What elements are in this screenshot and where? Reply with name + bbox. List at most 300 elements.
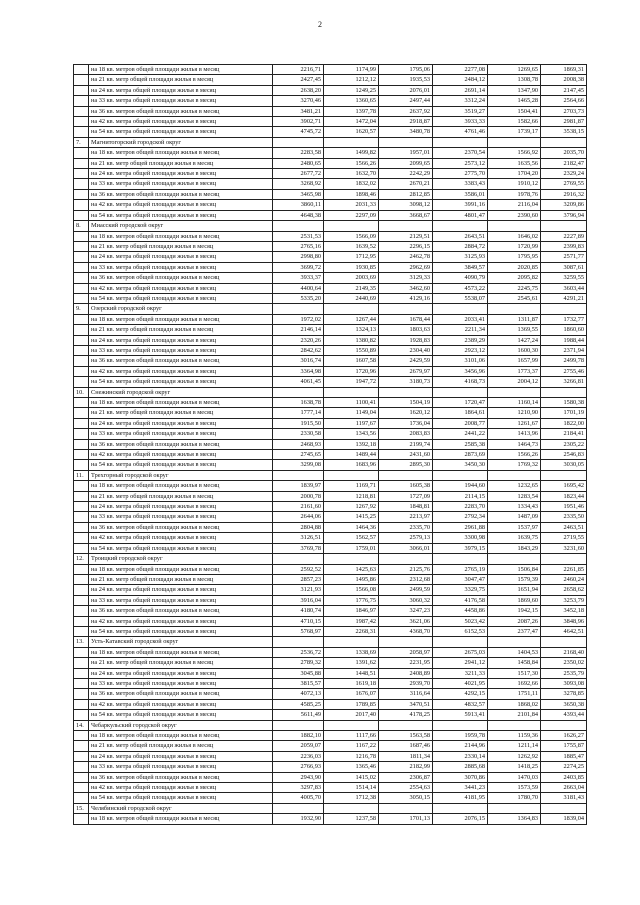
value-cell: 2277,08 [433,65,488,75]
table-row [74,262,587,272]
value-cell: 2873,69 [433,450,488,460]
value-cell: 3125,93 [433,252,488,262]
empty-cell [488,387,541,397]
value-cell: 1566,26 [488,450,541,460]
value-cell: 1712,38 [324,793,379,803]
value-cell: 5335,20 [273,293,324,303]
empty-cell [541,387,587,397]
value-cell: 1380,82 [324,335,379,345]
empty-cell [433,803,488,813]
value-cell: 2499,78 [541,356,587,366]
value-cell: 2884,72 [433,241,488,251]
table-row [74,460,587,470]
table-row [74,710,587,720]
row-label: на 21 кв. метр общей площади жилья в месяц [89,658,273,668]
value-cell: 3933,33 [433,117,488,127]
value-cell: 2377,47 [488,626,541,636]
value-cell: 1646,02 [488,231,541,241]
value-cell: 3329,75 [433,585,488,595]
value-cell: 4181,95 [433,793,488,803]
value-cell: 3650,38 [541,699,587,709]
value-cell: 3101,06 [433,356,488,366]
value-cell: 2766,93 [273,762,324,772]
row-label: на 36 кв. метров общей площади жилья в месяц [89,689,273,699]
table-row [74,606,587,616]
value-cell: 1868,02 [488,699,541,709]
value-cell: 2463,51 [541,522,587,532]
value-cell: 2719,55 [541,533,587,543]
empty-cell [488,637,541,647]
value-cell: 3129,33 [379,273,433,283]
row-number-cell [74,231,89,241]
value-cell: 2961,88 [433,522,488,532]
value-cell: 2564,66 [541,96,587,106]
row-number-cell [74,314,89,324]
table-row [74,491,587,501]
empty-cell [379,470,433,480]
value-cell: 1639,75 [488,533,541,543]
value-cell: 3769,78 [273,543,324,553]
value-cell: 3278,85 [541,689,587,699]
value-cell: 3456,96 [433,366,488,376]
row-number-cell [74,429,89,439]
value-cell: 3270,46 [273,96,324,106]
value-cell: 1987,42 [324,616,379,626]
row-number-cell [74,179,89,189]
empty-cell [433,720,488,730]
row-number-cell [74,96,89,106]
value-cell: 2330,14 [433,751,488,761]
empty-cell [541,304,587,314]
value-cell: 2842,62 [273,345,324,355]
value-cell: 1795,95 [488,252,541,262]
value-cell: 2083,83 [379,429,433,439]
value-cell: 2008,77 [433,418,488,428]
row-label: на 33 кв. метра общей площади жилья в месяц [89,678,273,688]
table-row [74,418,587,428]
value-cell: 1898,46 [324,189,379,199]
row-label: на 18 кв. метров общей площади жилья в месяц [89,731,273,741]
value-cell: 4168,73 [433,377,488,387]
value-cell: 1695,42 [541,481,587,491]
table-row [74,398,587,408]
value-cell: 1487,09 [488,512,541,522]
table-row [74,283,587,293]
value-cell: 1751,11 [488,689,541,699]
value-cell: 3253,79 [541,595,587,605]
value-cell: 4801,47 [433,210,488,220]
empty-cell [324,137,379,147]
empty-cell [273,221,324,231]
table-row [74,574,587,584]
value-cell: 2168,40 [541,647,587,657]
value-cell: 1369,55 [488,325,541,335]
value-cell: 1174,99 [324,65,379,75]
value-cell: 4368,70 [379,626,433,636]
value-cell: 1197,67 [324,418,379,428]
table-row [74,314,587,324]
row-number-cell [74,616,89,626]
value-cell: 1942,15 [488,606,541,616]
table-row [74,626,587,636]
row-number-cell [74,85,89,95]
row-label: на 36 кв. метров общей площади жилья в месяц [89,606,273,616]
value-cell: 1928,83 [379,335,433,345]
row-number-cell [74,710,89,720]
value-cell: 2643,51 [433,231,488,241]
table-row [74,169,587,179]
section-number: 12. [74,554,89,564]
value-cell: 2076,01 [379,85,433,95]
empty-cell [324,304,379,314]
value-cell: 1211,14 [488,741,541,751]
value-cell: 2638,20 [273,85,324,95]
value-cell: 1683,96 [324,460,379,470]
row-number-cell [74,117,89,127]
value-cell: 2939,70 [379,678,433,688]
value-cell: 1489,44 [324,450,379,460]
value-cell: 2125,76 [379,564,433,574]
value-cell: 2114,15 [433,491,488,501]
row-number-cell [74,512,89,522]
row-label: на 24 кв. метра общей площади жилья в месяц [89,169,273,179]
row-number-cell [74,325,89,335]
value-cell: 1391,62 [324,658,379,668]
value-cell: 2592,52 [273,564,324,574]
table-row [74,189,587,199]
value-cell: 2003,69 [324,273,379,283]
value-cell: 3519,27 [433,106,488,116]
table-row [74,543,587,553]
value-cell: 2484,12 [433,75,488,85]
value-cell: 4061,45 [273,377,324,387]
value-cell: 2389,29 [433,335,488,345]
value-cell: 1777,14 [273,408,324,418]
value-cell: 2033,41 [433,314,488,324]
row-label: на 24 кв. метра общей площади жилья в месяц [89,751,273,761]
row-label: на 33 кв. метра общей площади жилья в месяц [89,96,273,106]
section-title: Снежинский городской округ [89,387,273,397]
value-cell: 1415,25 [324,512,379,522]
empty-cell [273,803,324,813]
value-cell: 5768,97 [273,626,324,636]
value-cell: 2350,02 [541,658,587,668]
value-cell: 2440,69 [324,293,379,303]
value-cell: 2147,45 [541,85,587,95]
value-cell: 1739,17 [488,127,541,137]
tariff-table [73,64,587,825]
value-cell: 2095,82 [488,273,541,283]
row-number-cell [74,106,89,116]
section-title: Чебаркульский городской округ [89,720,273,730]
value-cell: 3668,67 [379,210,433,220]
value-cell: 1464,36 [324,522,379,532]
value-cell: 4291,21 [541,293,587,303]
value-cell: 2231,95 [379,658,433,668]
value-cell: 3848,96 [541,616,587,626]
empty-cell [324,637,379,647]
value-cell: 3312,24 [433,96,488,106]
section-title: Челябинский городской округ [89,803,273,813]
table-row [74,762,587,772]
section-number: 8. [74,221,89,231]
row-number-cell [74,658,89,668]
value-cell: 1267,44 [324,314,379,324]
table-row [74,751,587,761]
value-cell: 1269,65 [488,65,541,75]
value-cell: 1580,38 [541,398,587,408]
value-cell: 1464,73 [488,439,541,449]
value-cell: 3180,73 [379,377,433,387]
empty-cell [324,470,379,480]
row-label: на 54 кв. метра общей площади жилья в месяц [89,127,273,137]
value-cell: 2283,70 [433,502,488,512]
value-cell: 1582,66 [488,117,541,127]
value-cell: 2460,24 [541,574,587,584]
empty-cell [541,720,587,730]
value-cell: 1308,78 [488,75,541,85]
value-cell: 2059,07 [273,741,324,751]
value-cell: 2644,06 [273,512,324,522]
value-cell: 1514,14 [324,783,379,793]
section-number: 13. [74,637,89,647]
value-cell: 2497,44 [379,96,433,106]
section-header-row [74,387,587,397]
value-cell: 2571,77 [541,252,587,262]
value-cell: 3070,86 [433,772,488,782]
table-row [74,564,587,574]
table-row [74,429,587,439]
empty-cell [379,137,433,147]
row-number-cell [74,127,89,137]
value-cell: 2304,40 [379,345,433,355]
table-row [74,408,587,418]
value-cell: 2916,32 [541,189,587,199]
row-label: на 21 кв. метр общей площади жилья в месяц [89,408,273,418]
value-cell: 1563,58 [379,731,433,741]
value-cell: 1600,30 [488,345,541,355]
row-label: на 18 кв. метров общей площади жилья в месяц [89,65,273,75]
row-number-cell [74,450,89,460]
value-cell: 1249,25 [324,85,379,95]
value-cell: 2403,85 [541,772,587,782]
value-cell: 3603,44 [541,283,587,293]
value-cell: 3441,23 [433,783,488,793]
value-cell: 4761,46 [433,127,488,137]
value-cell: 1759,01 [324,543,379,553]
value-cell: 4832,57 [433,699,488,709]
empty-cell [488,304,541,314]
value-cell: 2792,34 [433,512,488,522]
row-number-cell [74,439,89,449]
value-cell: 2670,21 [379,179,433,189]
row-label: на 54 кв. метра общей площади жилья в месяц [89,793,273,803]
empty-cell [273,387,324,397]
value-cell: 1495,86 [324,574,379,584]
value-cell: 1704,20 [488,169,541,179]
value-cell: 1972,02 [273,314,324,324]
row-label: на 21 кв. метр общей площади жилья в месяц [89,574,273,584]
value-cell: 2923,12 [433,345,488,355]
row-label: на 36 кв. метров общей площади жилья в месяц [89,522,273,532]
row-number-cell [74,814,89,824]
table-row [74,210,587,220]
value-cell: 1701,19 [541,408,587,418]
table-row [74,512,587,522]
value-cell: 1823,44 [541,491,587,501]
row-number-cell [74,699,89,709]
value-cell: 3259,55 [541,273,587,283]
value-cell: 1210,90 [488,408,541,418]
row-label: на 42 кв. метра общей площади жилья в месяц [89,616,273,626]
value-cell: 2918,87 [379,117,433,127]
row-label: на 36 кв. метров общей площади жилья в месяц [89,356,273,366]
value-cell: 2312,68 [379,574,433,584]
empty-cell [273,720,324,730]
value-cell: 1951,46 [541,502,587,512]
empty-cell [541,137,587,147]
value-cell: 3364,98 [273,366,324,376]
row-number-cell [74,241,89,251]
value-cell: 3016,74 [273,356,324,366]
table-row [74,450,587,460]
value-cell: 2213,97 [379,512,433,522]
empty-cell [379,221,433,231]
row-label: на 36 кв. метров общей площади жилья в месяц [89,273,273,283]
value-cell: 1159,36 [488,731,541,741]
value-cell: 1839,97 [273,481,324,491]
value-cell: 3247,23 [379,606,433,616]
value-cell: 1632,70 [324,169,379,179]
section-header-row [74,554,587,564]
value-cell: 4710,15 [273,616,324,626]
table-row [74,585,587,595]
row-label: на 42 кв. метра общей площади жилья в месяц [89,283,273,293]
value-cell: 1100,41 [324,398,379,408]
section-title: Магнитогорский городской округ [89,137,273,147]
value-cell: 2943,90 [273,772,324,782]
value-cell: 1635,56 [488,158,541,168]
value-cell: 1789,85 [324,699,379,709]
value-cell: 1504,19 [379,398,433,408]
value-cell: 1957,01 [379,148,433,158]
row-number-cell [74,356,89,366]
value-cell: 2031,33 [324,200,379,210]
value-cell: 3231,60 [541,543,587,553]
value-cell: 1347,90 [488,85,541,95]
empty-cell [379,554,433,564]
value-cell: 1562,57 [324,533,379,543]
empty-cell [433,554,488,564]
row-number-cell [74,377,89,387]
value-cell: 3979,15 [433,543,488,553]
value-cell: 4642,51 [541,626,587,636]
value-cell: 1885,47 [541,751,587,761]
row-number-cell [74,189,89,199]
value-cell: 1566,26 [324,158,379,168]
table-row [74,731,587,741]
value-cell: 1843,29 [488,543,541,553]
row-number-cell [74,345,89,355]
row-number-cell [74,762,89,772]
value-cell: 1566,92 [488,148,541,158]
empty-cell [379,803,433,813]
row-number-cell [74,595,89,605]
value-cell: 3209,86 [541,200,587,210]
value-cell: 2462,78 [379,252,433,262]
value-cell: 1517,30 [488,668,541,678]
row-label: на 33 кв. метра общей площади жилья в месяц [89,262,273,272]
empty-cell [541,221,587,231]
value-cell: 2004,12 [488,377,541,387]
empty-cell [541,554,587,564]
table-row [74,106,587,116]
row-label: на 36 кв. метров общей площади жилья в месяц [89,772,273,782]
value-cell: 1504,41 [488,106,541,116]
value-cell: 3452,18 [541,606,587,616]
value-cell: 2962,69 [379,262,433,272]
table-row [74,345,587,355]
row-label: на 54 кв. метра общей площади жилья в месяц [89,543,273,553]
table-row [74,522,587,532]
empty-cell [324,387,379,397]
row-label: на 42 кв. метра общей площади жилья в месяц [89,533,273,543]
row-label: на 54 кв. метра общей площади жилья в месяц [89,460,273,470]
value-cell: 1607,58 [324,356,379,366]
value-cell: 1579,39 [488,574,541,584]
value-cell: 1864,61 [433,408,488,418]
value-cell: 1267,92 [324,502,379,512]
empty-cell [541,803,587,813]
value-cell: 3050,15 [379,793,433,803]
empty-cell [541,470,587,480]
row-number-cell [74,418,89,428]
value-cell: 2427,45 [273,75,324,85]
table-row [74,741,587,751]
value-cell: 1811,34 [379,751,433,761]
row-number-cell [74,408,89,418]
value-cell: 2755,46 [541,366,587,376]
row-number-cell [74,647,89,657]
value-cell: 2885,68 [433,762,488,772]
value-cell: 3480,78 [379,127,433,137]
section-number: 11. [74,470,89,480]
value-cell: 2144,96 [433,741,488,751]
row-label: на 24 кв. метра общей площади жилья в месяц [89,668,273,678]
section-header-row [74,803,587,813]
table-row [74,65,587,75]
value-cell: 1458,84 [488,658,541,668]
row-label: на 54 кв. метра общей площади жилья в месяц [89,293,273,303]
value-cell: 2895,30 [379,460,433,470]
value-cell: 2765,19 [433,564,488,574]
value-cell: 4178,25 [379,710,433,720]
value-cell: 2408,89 [379,668,433,678]
value-cell: 1930,85 [324,262,379,272]
value-cell: 4090,79 [433,273,488,283]
value-cell: 5538,07 [433,293,488,303]
table-row [74,117,587,127]
section-header-row [74,720,587,730]
row-label: на 42 кв. метра общей площади жилья в месяц [89,783,273,793]
value-cell: 1915,50 [273,418,324,428]
table-row [74,502,587,512]
value-cell: 2296,15 [379,241,433,251]
row-label: на 21 кв. метр общей площади жилья в месяц [89,325,273,335]
value-cell: 1860,60 [541,325,587,335]
row-number-cell [74,522,89,532]
value-cell: 3586,01 [433,189,488,199]
